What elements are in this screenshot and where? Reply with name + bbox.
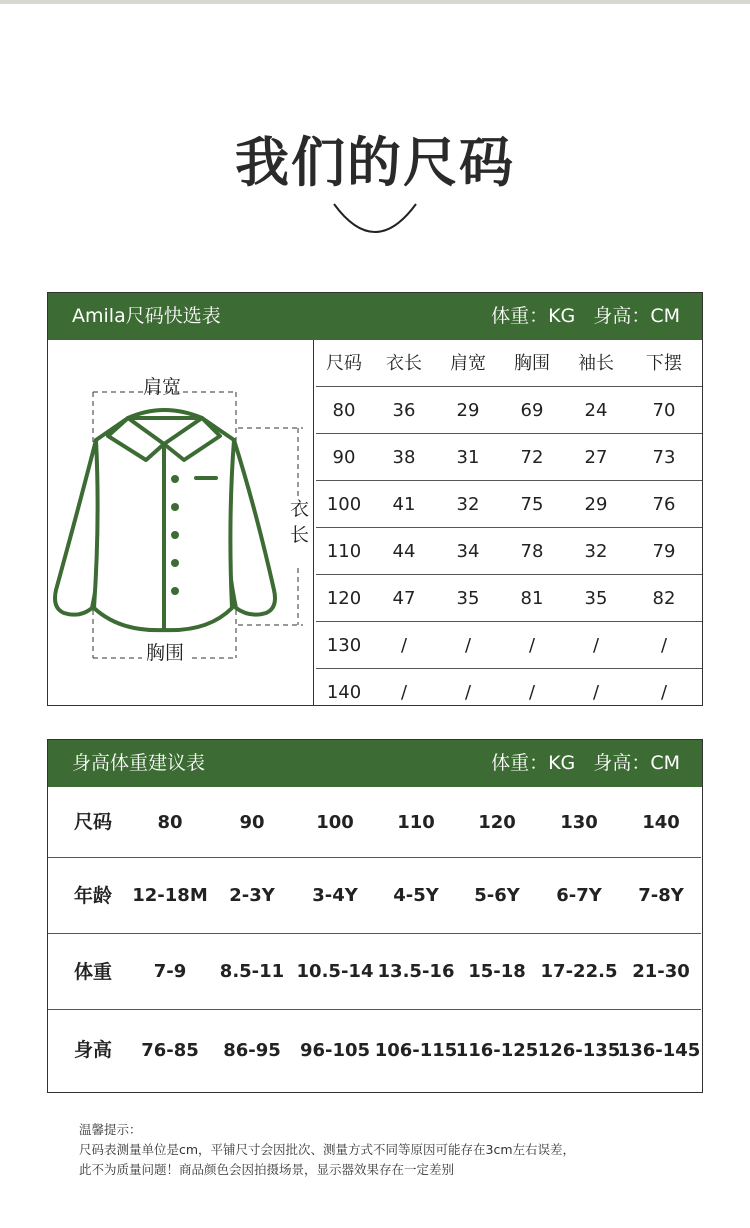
shoulder-cell: 31 xyxy=(456,447,480,468)
row-label: 年龄 xyxy=(74,885,113,907)
recommend-header-bar xyxy=(48,740,702,787)
value-cell: 110 xyxy=(397,812,435,833)
size-row xyxy=(316,434,702,481)
sleeve-cell: / xyxy=(592,682,600,703)
unit-weight: 体重：KG xyxy=(491,752,576,774)
size-quick-table xyxy=(47,292,703,706)
shoulder-cell: 29 xyxy=(456,400,480,421)
size-cell: 130 xyxy=(326,635,362,656)
length-label: 衣长 xyxy=(290,496,312,548)
size-row xyxy=(316,528,702,575)
height-weight-table xyxy=(47,739,703,1093)
shoulder-cell: / xyxy=(464,635,472,656)
chest-cell: 69 xyxy=(520,400,544,421)
size-cell: 110 xyxy=(326,541,362,562)
notes-title: 温馨提示： xyxy=(79,1122,142,1137)
value-cell: 21-30 xyxy=(632,961,690,982)
hem-cell: 76 xyxy=(652,494,676,515)
size-header-row xyxy=(316,340,702,387)
length-cell: 41 xyxy=(392,494,416,515)
recommend-row-weight xyxy=(48,934,701,1010)
value-cell: 13.5-16 xyxy=(377,961,455,982)
value-cell: 6-7Y xyxy=(556,885,602,906)
value-cell: 76-85 xyxy=(141,1040,199,1061)
size-cell: 140 xyxy=(326,682,362,703)
sleeve-cell: 24 xyxy=(584,400,608,421)
shoulder-cell: 32 xyxy=(456,494,480,515)
header-length: 衣长 xyxy=(386,353,422,374)
header-size: 尺码 xyxy=(326,353,362,374)
top-divider xyxy=(0,0,750,4)
value-cell: 3-4Y xyxy=(312,885,358,906)
value-cell: 140 xyxy=(642,812,680,833)
size-row xyxy=(316,575,702,622)
size-cell: 80 xyxy=(332,400,356,421)
shoulder-cell: 34 xyxy=(456,541,480,562)
length-cell: 36 xyxy=(392,400,416,421)
hem-cell: 73 xyxy=(652,447,676,468)
hem-cell: 82 xyxy=(652,588,676,609)
value-cell: 12-18M xyxy=(132,885,208,906)
value-cell: 116-125 xyxy=(455,1040,539,1061)
size-cell: 120 xyxy=(326,588,362,609)
chest-cell: 81 xyxy=(520,588,544,609)
value-cell: 15-18 xyxy=(468,961,526,982)
size-row xyxy=(316,622,702,669)
length-cell: 38 xyxy=(392,447,416,468)
value-cell: 100 xyxy=(316,812,354,833)
chest-cell: 72 xyxy=(520,447,544,468)
shirt-diagram xyxy=(48,340,314,705)
hem-cell: 79 xyxy=(652,541,676,562)
header-chest: 胸围 xyxy=(514,353,550,374)
unit-height: 身高：CM xyxy=(593,752,680,774)
shoulder-label: 肩宽 xyxy=(143,376,182,398)
recommend-table-units xyxy=(479,740,680,787)
size-table-title: Amila尺码快选表 xyxy=(72,305,221,327)
value-cell: 130 xyxy=(560,812,598,833)
value-cell: 4-5Y xyxy=(393,885,439,906)
chest-label: 胸围 xyxy=(142,638,188,665)
size-cell: 90 xyxy=(332,447,356,468)
recommend-row-age xyxy=(48,858,701,934)
unit-weight: 体重：KG xyxy=(491,305,576,327)
length-cell: 47 xyxy=(392,588,416,609)
chest-cell: / xyxy=(528,682,536,703)
shoulder-cell: 35 xyxy=(456,588,480,609)
value-cell: 126-135 xyxy=(537,1040,621,1061)
value-cell: 2-3Y xyxy=(229,885,275,906)
hem-cell: / xyxy=(660,635,668,656)
recommend-row-height xyxy=(48,1010,701,1091)
value-cell: 86-95 xyxy=(223,1040,281,1061)
value-cell: 8.5-11 xyxy=(219,961,285,982)
sleeve-cell: / xyxy=(592,635,600,656)
length-cell: 44 xyxy=(392,541,416,562)
size-table-header-bar xyxy=(48,293,702,340)
notes-line: 此不为质量问题！商品颜色会因拍摄场景，显示器效果存在一定差别 xyxy=(79,1162,455,1177)
hem-cell: / xyxy=(660,682,668,703)
length-cell: / xyxy=(400,635,408,656)
header-sleeve: 袖长 xyxy=(578,353,614,374)
chest-cell: 75 xyxy=(520,494,544,515)
size-notes xyxy=(79,1120,575,1180)
row-label: 尺码 xyxy=(74,811,113,833)
value-cell: 106-115 xyxy=(374,1040,458,1061)
value-cell: 90 xyxy=(239,812,265,833)
value-cell: 96-105 xyxy=(299,1040,371,1061)
sleeve-cell: 35 xyxy=(584,588,608,609)
recommend-table-title: 身高体重建议表 xyxy=(72,752,206,774)
sleeve-cell: 32 xyxy=(584,541,608,562)
smile-decoration xyxy=(330,198,420,238)
shoulder-cell: / xyxy=(464,682,472,703)
size-row xyxy=(316,669,702,716)
unit-height: 身高：CM xyxy=(593,305,680,327)
value-cell: 10.5-14 xyxy=(296,961,374,982)
row-label: 体重 xyxy=(74,961,113,983)
size-row xyxy=(316,481,702,528)
value-cell: 120 xyxy=(478,812,516,833)
size-cell: 100 xyxy=(326,494,362,515)
value-cell: 17-22.5 xyxy=(540,961,618,982)
hem-cell: 70 xyxy=(652,400,676,421)
value-cell: 136-145 xyxy=(617,1040,701,1061)
size-row xyxy=(316,387,702,434)
chest-cell: / xyxy=(528,635,536,656)
recommend-row-size xyxy=(48,787,701,858)
length-cell: / xyxy=(400,682,408,703)
sleeve-cell: 27 xyxy=(584,447,608,468)
sleeve-cell: 29 xyxy=(584,494,608,515)
value-cell: 7-8Y xyxy=(638,885,684,906)
value-cell: 80 xyxy=(157,812,183,833)
chest-cell: 78 xyxy=(520,541,544,562)
size-table-units xyxy=(479,293,680,340)
value-cell: 5-6Y xyxy=(474,885,520,906)
row-label: 身高 xyxy=(74,1039,113,1061)
header-hem: 下摆 xyxy=(646,353,682,374)
header-shoulder: 肩宽 xyxy=(450,353,486,374)
page-title: 我们的尺码 xyxy=(235,131,515,194)
notes-line: 尺码表测量单位是cm，平铺尺寸会因批次、测量方式不同等原因可能存在3cm左右误差， xyxy=(79,1142,576,1157)
value-cell: 7-9 xyxy=(153,961,187,982)
